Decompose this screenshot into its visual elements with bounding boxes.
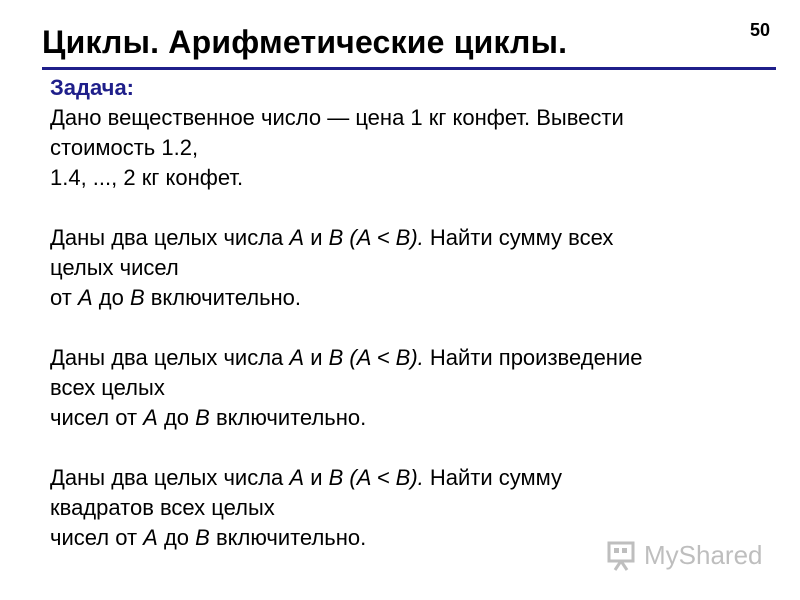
text: Найти произведение <box>423 345 643 370</box>
title-divider <box>42 67 776 70</box>
task-4-line-1 <box>50 463 780 493</box>
text: до <box>92 285 130 310</box>
variable-a: A <box>77 285 93 310</box>
text: квадратов всех целых <box>50 495 275 520</box>
variable-b: B <box>328 225 344 250</box>
watermark-logo <box>606 538 763 572</box>
condition: (A < B). <box>349 345 424 370</box>
text: Найти сумму <box>423 465 563 490</box>
text: до <box>157 525 196 550</box>
task-label: Задача: <box>50 75 135 100</box>
condition: (A < B). <box>349 225 424 250</box>
task-3-line-1 <box>50 343 780 373</box>
text: включительно. <box>144 285 302 310</box>
watermark-text: MyShared <box>644 539 763 570</box>
task-1-line-1 <box>50 103 780 133</box>
text: Даны два целых числа <box>50 225 290 250</box>
variable-a: A <box>143 525 158 550</box>
variable-b: B <box>195 525 210 550</box>
text: чисел от <box>50 525 144 550</box>
text: включительно. <box>209 525 367 550</box>
task-3-line-3 <box>50 403 780 433</box>
text: чисел от <box>50 405 144 430</box>
text: целых чисел <box>50 255 179 280</box>
text: и <box>304 345 329 370</box>
variable-a: A <box>289 465 305 490</box>
task-2-line-1 <box>50 223 780 253</box>
task-block-3 <box>50 343 780 433</box>
page-number: 50 <box>749 20 770 40</box>
text: включительно. <box>209 405 367 430</box>
text: стоимость 1.2, <box>50 135 199 160</box>
variable-b: B <box>195 405 210 430</box>
text: 1.4, ..., 2 кг конфет. <box>50 165 244 190</box>
task-block-1 <box>50 103 780 193</box>
slide-content <box>50 73 780 553</box>
task-block-2 <box>50 223 780 313</box>
variable-a: A <box>289 345 305 370</box>
text: от <box>50 285 78 310</box>
text: Дано вещественное число — цена 1 кг конфет. Вывести <box>50 105 624 130</box>
task-1-line-2 <box>50 133 780 163</box>
condition: (A < B). <box>349 465 424 490</box>
text: всех целых <box>50 375 165 400</box>
task-4-line-2 <box>50 493 780 523</box>
text: Найти сумму всех <box>423 225 614 250</box>
task-1-line-3 <box>50 163 780 193</box>
slide-title: Циклы. Арифметические циклы. <box>42 24 568 60</box>
text: и <box>304 465 329 490</box>
text: Даны два целых числа <box>50 345 290 370</box>
presentation-icon <box>606 538 640 572</box>
task-2-line-3 <box>50 283 780 313</box>
variable-b: B <box>328 465 344 490</box>
text: и <box>304 225 329 250</box>
text: Даны два целых числа <box>50 465 290 490</box>
variable-b: B <box>328 345 344 370</box>
variable-b: B <box>129 285 145 310</box>
variable-a: A <box>289 225 305 250</box>
task-2-line-2 <box>50 253 780 283</box>
text: до <box>157 405 196 430</box>
task-3-line-2 <box>50 373 780 403</box>
variable-a: A <box>143 405 158 430</box>
